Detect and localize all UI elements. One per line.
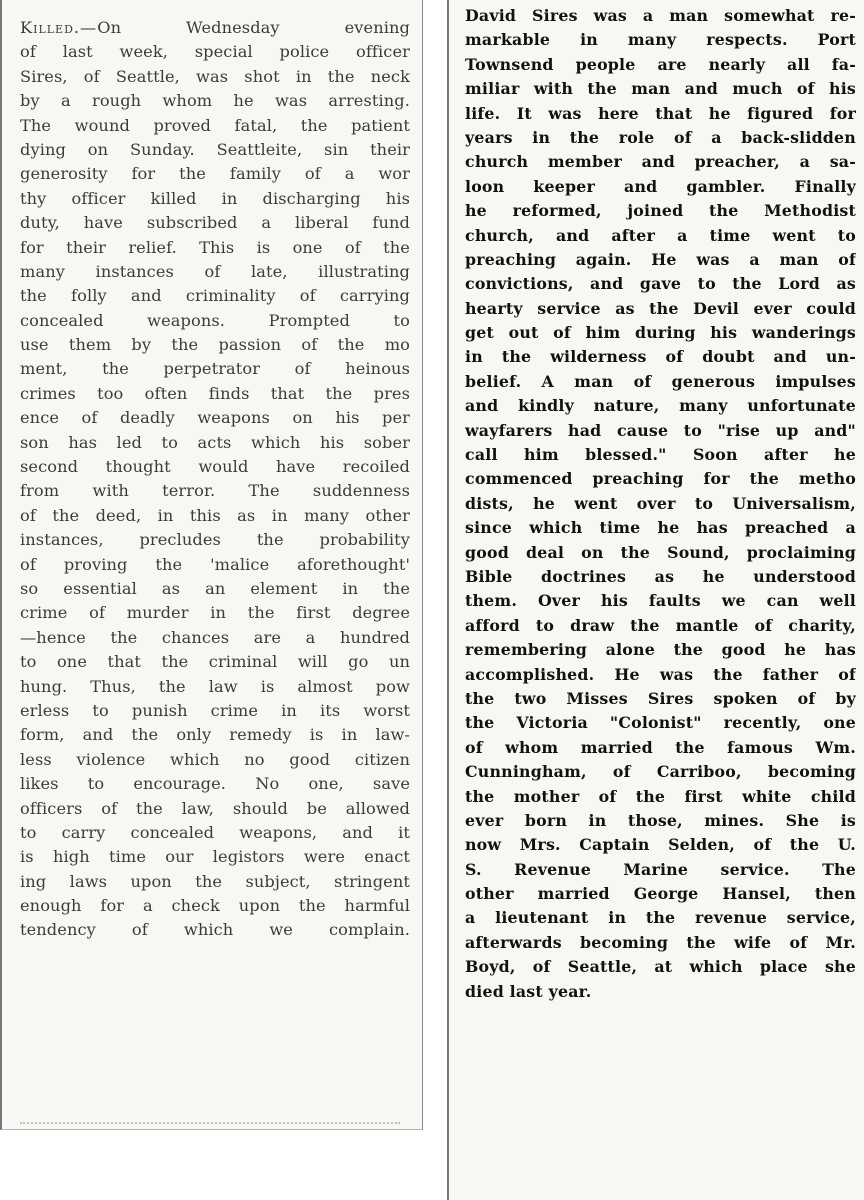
cropped-next-line-fragment	[20, 1122, 400, 1130]
text-line: of the deed, in this as in many other	[20, 505, 410, 525]
text-line: hung. Thus, the law is almost pow	[20, 676, 410, 696]
text-line: tendency of which we complain.	[20, 920, 410, 940]
text-line: the Victoria "Colonist" recently, one	[465, 713, 856, 733]
text-line: erless to punish crime in its worst	[20, 700, 410, 720]
text-line: second thought would have recoiled	[20, 457, 410, 477]
text-line: less violence which no good citizen	[20, 749, 410, 769]
text-line: concealed weapons. Prompted to	[20, 310, 410, 330]
text-line: Townsend people are nearly all fa-	[465, 54, 856, 74]
text-line: dying on Sunday. Seattleite, sin their	[20, 139, 410, 159]
text-line: dists, he went over to Universalism,	[465, 493, 856, 513]
text-line: the mother of the first white child	[465, 786, 856, 806]
text-line: other married George Hansel, then	[465, 884, 856, 904]
text-line: ing laws upon the subject, stringent	[20, 871, 410, 891]
text-line: of last week, special police officer	[20, 42, 410, 62]
text-line	[20, 16, 410, 40]
text-line: enough for a check upon the harmful	[20, 896, 410, 916]
text-line: many instances of late, illustrating	[20, 261, 410, 281]
text-line: the folly and criminality of carrying	[20, 286, 410, 306]
text-line: ever born in those, mines. She is	[465, 810, 856, 830]
text-line: since which time he has preached a	[465, 518, 856, 538]
text-line: to carry concealed weapons, and it	[20, 822, 410, 842]
text-line: get out of him during his wanderings	[465, 323, 856, 343]
text-line: accomplished. He was the father of	[465, 664, 856, 684]
text-line: commenced preaching for the metho	[465, 469, 856, 489]
text-line: call him blessed." Soon after he	[465, 445, 856, 465]
text-line: in the wilderness of doubt and un-	[465, 347, 856, 367]
text-line: —hence the chances are a hundred	[20, 627, 410, 647]
text-line-content: On Wednesday evening	[97, 18, 410, 37]
text-line: is high time our legistors were enact	[20, 847, 410, 867]
text-line: he reformed, joined the Methodist	[465, 201, 856, 221]
text-line: ence of deadly weapons on his per	[20, 408, 410, 428]
right-column	[447, 0, 864, 1200]
text-line: ment, the perpetrator of heinous	[20, 359, 410, 379]
text-line: Sires, of Seattle, was shot in the neck	[20, 66, 410, 86]
text-line: so essential as an element in the	[20, 578, 410, 598]
text-line: church, and after a time went to	[465, 225, 856, 245]
text-line: S. Revenue Marine service. The	[465, 859, 856, 879]
text-line: crime of murder in the first degree	[20, 603, 410, 623]
left-column	[0, 0, 423, 1130]
text-line: and kindly nature, many unfortunate	[465, 396, 856, 416]
text-line: afford to draw the mantle of charity,	[465, 615, 856, 635]
text-line: of proving the 'malice aforethought'	[20, 554, 410, 574]
text-line: likes to encourage. No one, save	[20, 774, 410, 794]
text-line: duty, have subscribed a liberal fund	[20, 213, 410, 233]
text-line: belief. A man of generous impulses	[465, 371, 856, 391]
text-line: David Sires was a man somewhat re-	[465, 6, 856, 25]
text-line: miliar with the man and much of his	[465, 79, 856, 99]
text-line: of whom married the famous Wm.	[465, 737, 856, 757]
text-line: remembering alone the good he has	[465, 640, 856, 660]
article-heading: Killed.—	[20, 18, 98, 37]
text-line: son has led to acts which his sober	[20, 432, 410, 452]
text-line: use them by the passion of the mo	[20, 335, 410, 355]
text-line: the two Misses Sires spoken of by	[465, 688, 856, 708]
text-line: died last year.	[465, 981, 592, 1001]
text-line: thy officer killed in discharging his	[20, 188, 410, 208]
text-line: Cunningham, of Carriboo, becoming	[465, 762, 856, 782]
text-line: a lieutenant in the revenue service,	[465, 908, 856, 928]
text-line: form, and the only remedy is in law-	[20, 725, 410, 745]
text-line: Bible doctrines as he understood	[465, 566, 856, 586]
text-line: hearty service as the Devil ever could	[465, 298, 856, 318]
text-line: instances, precludes the probability	[20, 530, 410, 550]
text-line: Boyd, of Seattle, at which place she	[465, 957, 856, 977]
text-line: to one that the criminal will go un	[20, 652, 410, 672]
text-line: them. Over his faults we can well	[465, 591, 856, 611]
text-line: years in the role of a back-slidden	[465, 127, 856, 147]
text-line: by a rough whom he was arresting.	[20, 91, 410, 111]
text-line: generosity for the family of a wor	[20, 164, 410, 184]
text-line: for their relief. This is one of the	[20, 237, 410, 257]
text-line: convictions, and gave to the Lord as	[465, 274, 856, 294]
text-line: church member and preacher, a sa-	[465, 152, 856, 172]
text-line: The wound proved fatal, the patient	[20, 115, 410, 135]
text-line: crimes too often finds that the pres	[20, 383, 410, 403]
text-line: wayfarers had cause to "rise up and"	[465, 420, 856, 440]
text-line: afterwards becoming the wife of Mr.	[465, 932, 856, 952]
text-line: now Mrs. Captain Selden, of the U.	[465, 835, 856, 855]
text-line: preaching again. He was a man of	[465, 249, 856, 269]
text-line: officers of the law, should be allowed	[20, 798, 410, 818]
text-line: loon keeper and gambler. Finally	[465, 176, 856, 196]
text-line: from with terror. The suddenness	[20, 481, 410, 501]
text-line: good deal on the Sound, proclaiming	[465, 542, 856, 562]
text-line: markable in many respects. Port	[465, 30, 856, 50]
text-line: life. It was here that he figured for	[465, 103, 856, 123]
